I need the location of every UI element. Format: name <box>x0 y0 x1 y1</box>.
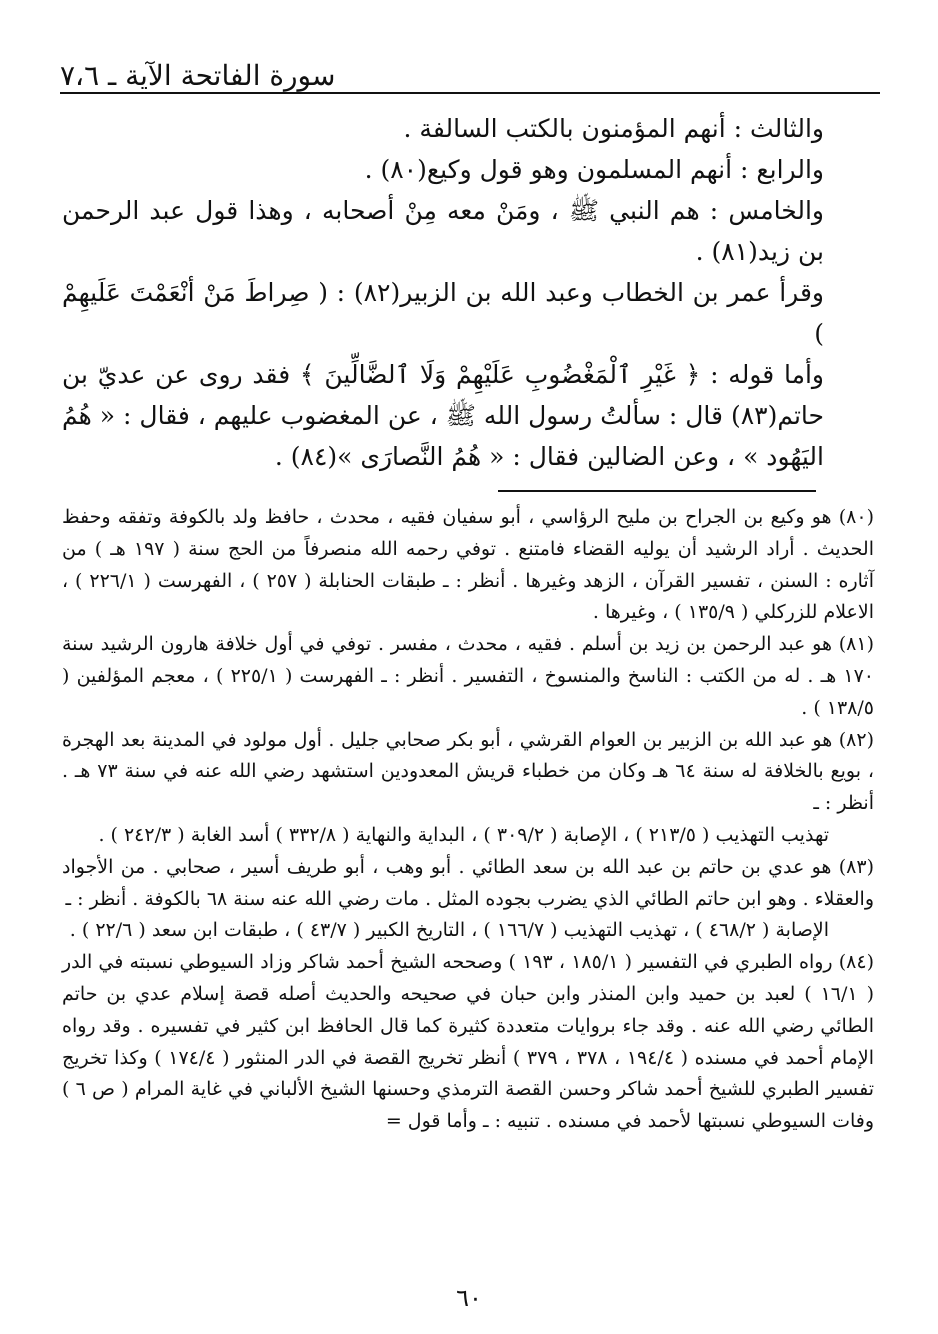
footnote-82: (٨٢) هو عبد الله بن الزبير بن العوام القرشي ، أبو بكر صحابي جليل . أول مولود في المدينة بعد الهجرة ، بويع بالخلافة له سنة ٦٤ هـ وكان من خطباء قريش المعدودين استشهد رضي الله عنه في سنة ٧٣ هـ . أنظر : ـ <box>62 728 874 815</box>
body-paragraph-4: وقرأ عمر بن الخطاب وعبد الله بن الزبير(٨٢) : ( صِراطَ مَنْ أنْعَمْتَ عَلَيهِمْ ) <box>62 278 824 348</box>
body-line-2: والرابع : أنهم المسلمون وهو قول وكيع(٨٠) . <box>364 155 824 184</box>
body-paragraph-5: وأما قوله : ﴿ غَيْرِ ٱلْمَغْضُوبِ عَلَيْهِمْ وَلَا ٱلضَّالِّينَ ﴾ فقد روى عن عديّ بن حاتم(٨٣) قال : سألتُ رسول الله ﷺ ، عن المغضوب عليهم ، فقال : « هُمُ اليَهُود » ، وعن الضالين فقال : « هُمُ النَّصارَى »(٨٤) . <box>62 360 824 471</box>
header-rule <box>60 92 880 94</box>
body-paragraph-3: والخامس : هم النبي ﷺ ، ومَنْ معه مِنْ أصحابه ، وهذا قول عبد الرحمن بن زيد(٨١) . <box>62 196 824 266</box>
footnote-84: (٨٤) رواه الطبري في التفسير ( ١٨٥/١ ، ١٩٣ ) وصححه الشيخ أحمد شاكر وزاد السيوطي نسبته في الدر ( ١٦/١ ) لعبد بن حميد وابن المنذر وابن حبان في صحيحه والحديث أصله قصة إسلام عدي بن حاتم الطائي رضي الله عنه . وقد جاء بروايات متعددة كثيرة كما قال الحافظ ابن كثير في تفسيره . وقد رواه الإمام أحمد في مسنده ( ١٩٤/٤ ، ٣٧٨ ، ٣٧٩ ) أنظر تخريج القصة في الدر المنثور ( ١٧٤/٤ ) وكذا تخريج تفسير الطبري للشيخ أحمد شاكر وحسن القصة الترمذي وحسنها الشيخ الألباني في غاية المرام ( ص ٦ ) وفات السيوطي نسبتها لأحمد في مسنده . تنبيه : ـ وأما قول = <box>62 951 875 1133</box>
footnote-83: (٨٣) هو عدي بن حاتم بن عبد الله بن سعد الطائي . أبو وهب ، أبو طريف أسير ، صحابي . من الأجواد والعقلاء . وهو ابن حاتم الطائي الذي يضرب بجوده المثل . مات رضي الله عنه سنة ٦٨ بالكوفة . أنظر : ـ <box>62 855 874 910</box>
footnote-81: (٨١) هو عبد الرحمن بن زيد بن أسلم . فقيه ، محدث ، مفسر . توفي في أول خلافة هارون الرشيد سنة ١٧٠ هـ . له من الكتب : الناسخ والمنسوخ ، التفسير . أنظر : ـ الفهرست ( ٢٢٥/١ ) ، معجم المؤلفين ( ١٣٨/٥ ) . <box>62 633 875 719</box>
header-title: سورة الفاتحة الآية ـ ٧،٦ <box>60 59 336 92</box>
body-line-1: والثالث : أنهم المؤمنون بالكتب السالفة . <box>403 114 824 143</box>
footnote-rule <box>498 490 816 492</box>
page-number: ٦٠ <box>456 1284 482 1312</box>
footnote-83-refs: الإصابة ( ٤٦٨/٢ ) ، تهذيب التهذيب ( ١٦٦/٧ ) ، التاريخ الكبير ( ٤٣/٧ ) ، طبقات ابن سعد ( ٢٢/٦ ) . <box>69 919 829 942</box>
footnote-82-refs: تهذيب التهذيب ( ٢١٣/٥ ) ، الإصابة ( ٣٠٩/٢ ) ، البداية والنهاية ( ٣٣٢/٨ ) أسد الغابة ( ٢٤٢/٣ ) . <box>98 823 829 846</box>
main-text <box>62 108 876 477</box>
footnote-80: (٨٠) هو وكيع بن الجراح بن مليح الرؤاسي ، أبو سفيان فقيه ، محدث ، حافظ ولد بالكوفة وتفقه وحفظ الحديث . أراد الرشيد أن يوليه القضاء فامتنع . توفي رحمه الله منصرفاً من الحج سنة ( ١٩٧ هـ ) من آثاره : السنن ، تفسير القرآن ، الزهد وغيرها . أنظر : ـ طبقات الحنابلة ( ٢٥٧ ) ، الفهرست ( ٢٢٦/١ ) ، الاعلام للزركلي ( ١٣٥/٩ ) ، وغيرها . <box>62 506 874 624</box>
running-header <box>60 58 878 94</box>
footnotes <box>62 502 874 1138</box>
